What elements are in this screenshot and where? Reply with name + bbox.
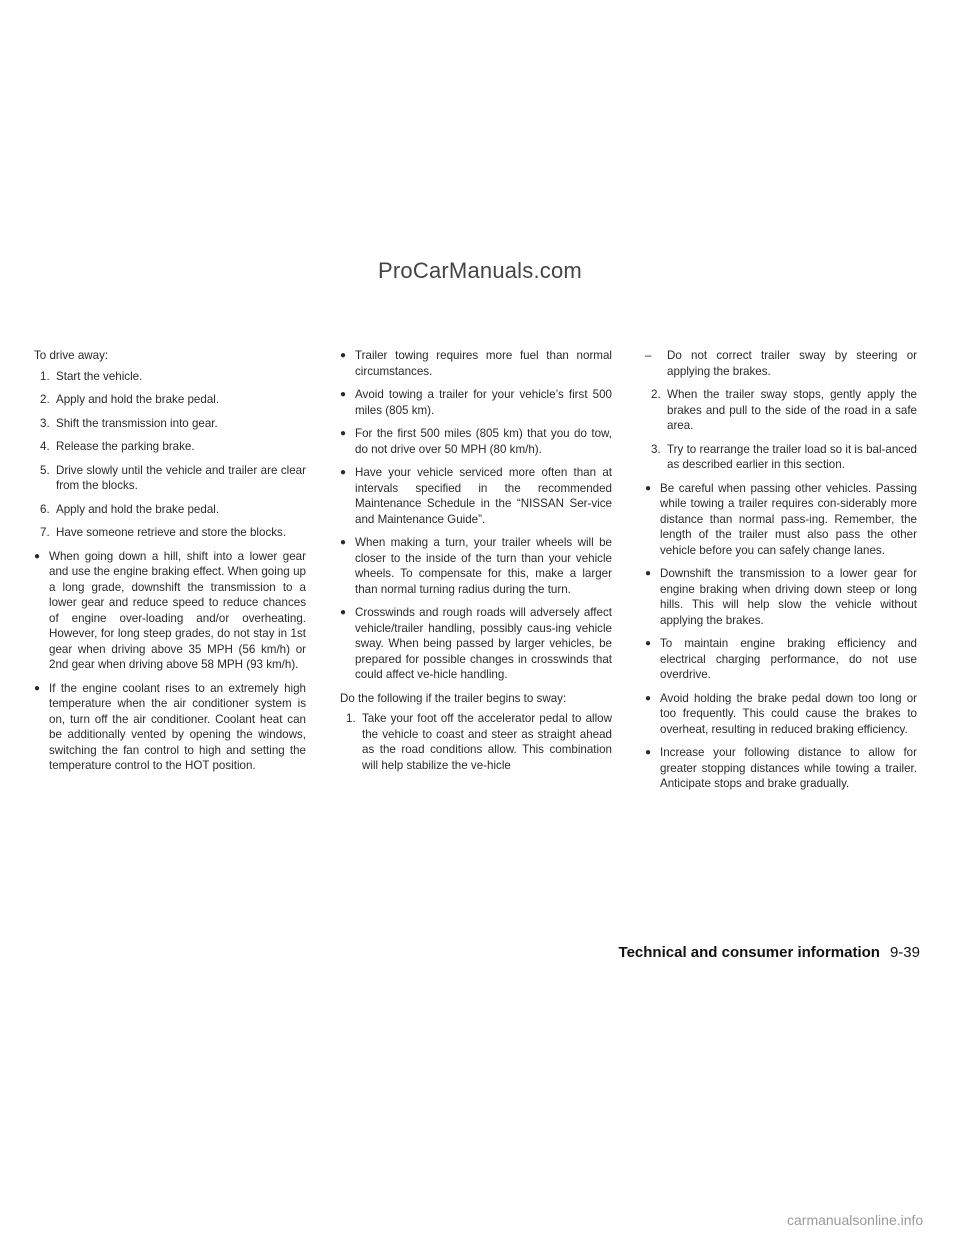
intro-trailer-sway: Do the following if the trailer begins to sway: — [340, 691, 567, 705]
column-2 — [340, 348, 612, 781]
step-text: Have someone retrieve and store the blocks. — [56, 526, 287, 539]
step-item — [645, 442, 917, 473]
bullet-icon: ● — [645, 482, 652, 494]
step-item — [34, 416, 306, 432]
step-number: 4. — [40, 440, 50, 453]
bullet-text: To maintain engine braking efficiency and electrical charging performance, do not use overdrive. — [660, 637, 917, 681]
bullet-text: Be careful when passing other vehicles. Passing while towing a trailer requires con-siderably more distance than normal pass-ing. Remember, the length of the trailer must also pass the other vehicle before you can safely change lanes. — [660, 481, 917, 557]
step-text: Release the parking brake. — [56, 440, 195, 453]
bullet-icon: ● — [34, 682, 41, 694]
bullet-text: Downshift the transmission to a lower gear for engine braking when driving down steep or long hills. This will help slow the vehicle without applying the brakes. — [660, 567, 917, 627]
bullet-item — [34, 681, 306, 774]
step-item — [34, 439, 306, 455]
step-item — [34, 369, 306, 385]
step-number: 2. — [651, 388, 661, 401]
bullet-icon: ● — [340, 537, 347, 548]
bullet-item — [645, 481, 917, 559]
step-text: Shift the transmission into gear. — [56, 416, 218, 430]
step-text: Try to rearrange the trailer load so it is bal-anced as described earlier in this section. — [667, 442, 917, 471]
step-number: 2. — [40, 393, 50, 406]
column-1 — [34, 348, 306, 782]
bullet-text: When making a turn, your trailer wheels will be closer to the inside of the turn than your vehicle wheels. To compensate for this, make a larger than normal turning radius during the turn. — [355, 536, 612, 596]
bullet-text: For the first 500 miles (805 km) that you do tow, do not drive over 50 MPH (80 km/h). — [355, 427, 612, 456]
bullet-icon: ● — [340, 350, 347, 361]
column-3 — [645, 348, 917, 800]
watermark-top: ProCarManuals.com — [378, 258, 582, 283]
bullet-text: Crosswinds and rough roads will adversely affect vehicle/trailer handling, possibly caus-ing vehicle sway. When being passed by larger vehicles, be prepared for possible changes in crosswinds that could affect ve-hicle handling. — [355, 606, 612, 681]
step-text: When the trailer sway stops, gently apply the brakes and pull to the side of the road in a safe area. — [667, 388, 917, 432]
step-item — [34, 392, 306, 408]
step-text: Take your foot off the accelerator pedal to allow the vehicle to coast and steer as straight ahead as the road conditions allow. This combination will help stabilize the ve-hicle — [362, 712, 612, 772]
bullet-icon: ● — [645, 747, 652, 758]
bullet-item — [645, 745, 917, 792]
bullet-text: Increase your following distance to allow for greater stopping distances while towing a trailer. Anticipate stops and brake gradually. — [660, 746, 917, 790]
page-footer — [580, 944, 920, 961]
bullet-icon: ● — [34, 550, 41, 562]
bullet-item — [340, 348, 612, 379]
step-item — [34, 525, 306, 541]
step-number: 3. — [651, 442, 661, 456]
step-item — [34, 463, 306, 494]
bullet-item — [340, 426, 612, 457]
dash-mark: – — [645, 349, 652, 362]
dash-text: Do not correct trailer sway by steering or applying the brakes. — [667, 349, 917, 378]
bullet-item — [340, 387, 612, 418]
bullet-text: Avoid holding the brake pedal down too long or too frequently. This could cause the brakes to overheat, resulting in reduced braking efficiency. — [660, 691, 917, 736]
page-number: 9-39 — [889, 944, 920, 961]
bullet-icon: ● — [340, 389, 347, 400]
bullet-text: If the engine coolant rises to an extremely high temperature when the air conditioner system is on, turn off the air conditioner. Coolant heat can be additionally vented by opening the windows, switching the fan control to high and setting the temperature control to the HOT position. — [49, 681, 306, 772]
bullet-text: When going down a hill, shift into a lower gear and use the engine braking effect. When going up a long grade, downshift the transmission to a lower gear and reduce speed to reduce chances of engine over-loading and/or overheating. However, for long steep grades, do not stay in 1st gear when driving above 35 MPH (56 km/h) or 2nd gear when driving above 58 MPH (93 km/h). — [49, 549, 306, 671]
step-text: Apply and hold the brake pedal. — [56, 502, 220, 516]
footer-section-title: Technical and consumer information — [618, 944, 880, 961]
bullet-icon: ● — [340, 607, 347, 618]
bullet-icon: ● — [645, 692, 652, 704]
step-text: Apply and hold the brake pedal. — [56, 393, 220, 406]
bullet-item — [645, 636, 917, 683]
step-number: 5. — [40, 463, 50, 477]
bullet-icon: ● — [645, 568, 652, 579]
watermark-bottom: carmanualsonline.info — [787, 1212, 924, 1228]
bullet-item — [645, 691, 917, 738]
step-number: 6. — [40, 502, 50, 516]
bullet-item — [340, 465, 612, 527]
step-text: Start the vehicle. — [56, 369, 143, 383]
bullet-item — [34, 549, 306, 673]
step-number: 1. — [346, 712, 356, 725]
step-item — [645, 387, 917, 434]
bullet-icon: ● — [645, 638, 652, 649]
bullet-icon: ● — [340, 428, 347, 439]
step-number: 7. — [40, 526, 50, 539]
bullet-item — [340, 605, 612, 683]
dash-item — [645, 348, 917, 379]
bullet-item — [645, 566, 917, 628]
intro-drive-away: To drive away: — [34, 349, 109, 362]
bullet-text: Avoid towing a trailer for your vehicle’s first 500 miles (805 km). — [355, 388, 612, 417]
bullet-item — [340, 535, 612, 597]
step-number: 1. — [40, 369, 50, 383]
step-number: 3. — [40, 416, 50, 430]
step-text: Drive slowly until the vehicle and trailer are clear from the blocks. — [56, 463, 306, 492]
bullet-text: Trailer towing requires more fuel than normal circumstances. — [355, 349, 612, 378]
step-item — [34, 502, 306, 518]
step-item — [340, 711, 612, 773]
bullet-icon: ● — [340, 467, 347, 478]
bullet-text: Have your vehicle serviced more often than at intervals specified in the recommended Maintenance Schedule in the “NISSAN Ser-vice and Maintenance Guide”. — [355, 466, 612, 526]
